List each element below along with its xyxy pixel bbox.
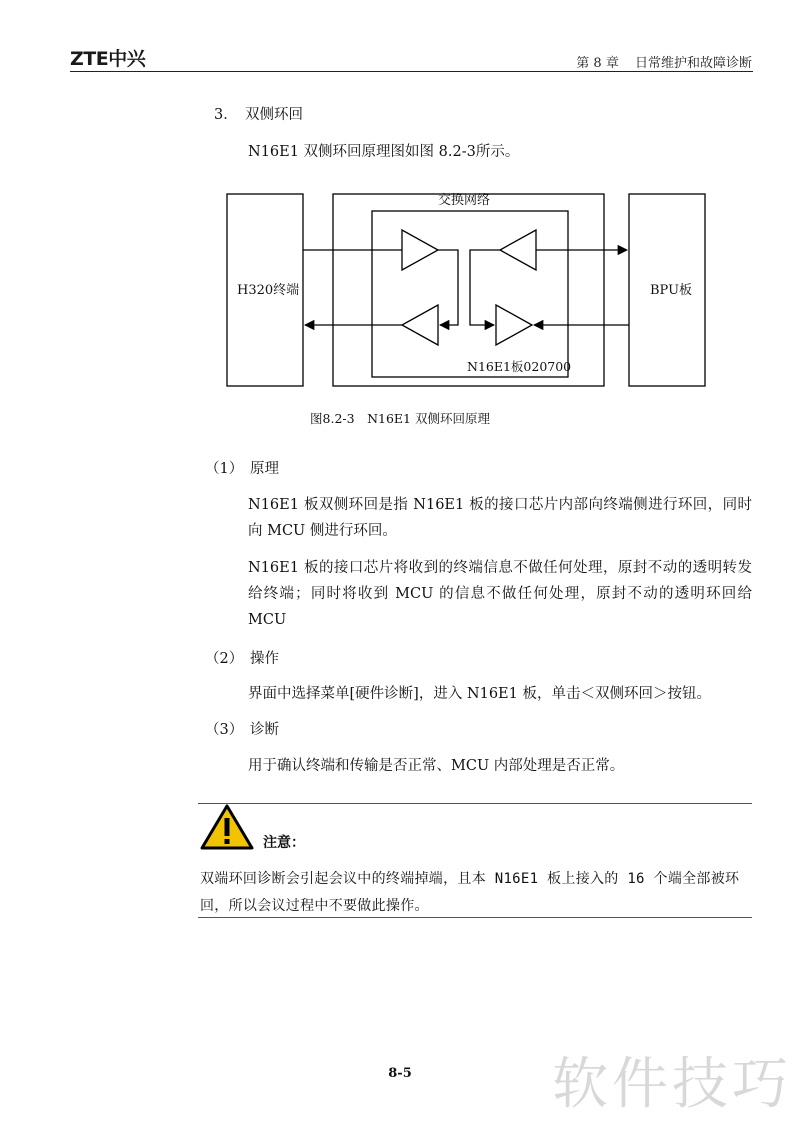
diagram-label-switch-network: 交换网络 (438, 193, 491, 208)
item-1-title: 原理 (250, 461, 279, 477)
item-3-paragraph: 用于确认终端和传输是否正常、MCU 内部处理是否正常。 (248, 758, 625, 774)
diagram-label-bpu: BPU板 (650, 283, 693, 298)
buffer-triangle-top-right (500, 230, 536, 270)
buffer-triangle-bottom-right (496, 305, 532, 345)
item-1-number: （1） (205, 461, 244, 477)
notice-bottom-rule (198, 917, 752, 918)
notice-title: 注意： (263, 835, 305, 851)
chapter-number: 第 8 章 (576, 56, 619, 71)
item-3-title: 诊断 (250, 722, 279, 738)
item-2-paragraph: 界面中选择菜单[硬件诊断]，进入 N16E1 板，单击＜双侧环回＞按钮。 (248, 686, 711, 702)
watermark: 软件技巧 (552, 1052, 792, 1117)
figure-caption: 图8.2-3 N16E1 双侧环回原理 (310, 411, 490, 426)
item-2-number: （2） (205, 651, 244, 667)
section-heading: 3． 双侧环回 (214, 107, 303, 123)
item-3-number: （3） (205, 722, 244, 738)
zte-logo: ZTE中兴 (70, 48, 146, 70)
notice-top-rule (198, 803, 752, 804)
item-1-paragraph-1: N16E1 板双侧环回是指 N16E1 板的接口芯片内部向终端侧进行环回，同时向 MCU 侧进行环回。 (248, 497, 752, 539)
loopback-diagram (0, 0, 800, 400)
buffer-triangle-bottom-left (402, 305, 438, 345)
item-1-paragraph-2: N16E1 板的接口芯片将收到的终端信息不做任何处理，原封不动的透明转发给终端；同时将收到 MCU 的信息不做任何处理，原封不动的透明环回给 MCU (248, 560, 752, 628)
buffer-triangle-top-left (402, 230, 438, 270)
section-intro: N16E1 双侧环回原理图如图 8.2-3所示。 (248, 144, 520, 160)
page-number: 8-5 (388, 1066, 412, 1081)
diagram-label-h320: H320终端 (237, 283, 300, 298)
warning-icon (200, 804, 254, 850)
item-2-title: 操作 (250, 651, 279, 667)
loop-terminal-side (438, 250, 458, 325)
chapter-title: 日常维护和故障诊断 (634, 56, 752, 71)
diagram-label-n16e1: N16E1板020700 (467, 359, 572, 374)
notice-text: 双端环回诊断会引起会议中的终端掉端，且本 N16E1 板上接入的 16 个端全部被环回，所以会议过程中不要做此操作。 (200, 871, 740, 914)
